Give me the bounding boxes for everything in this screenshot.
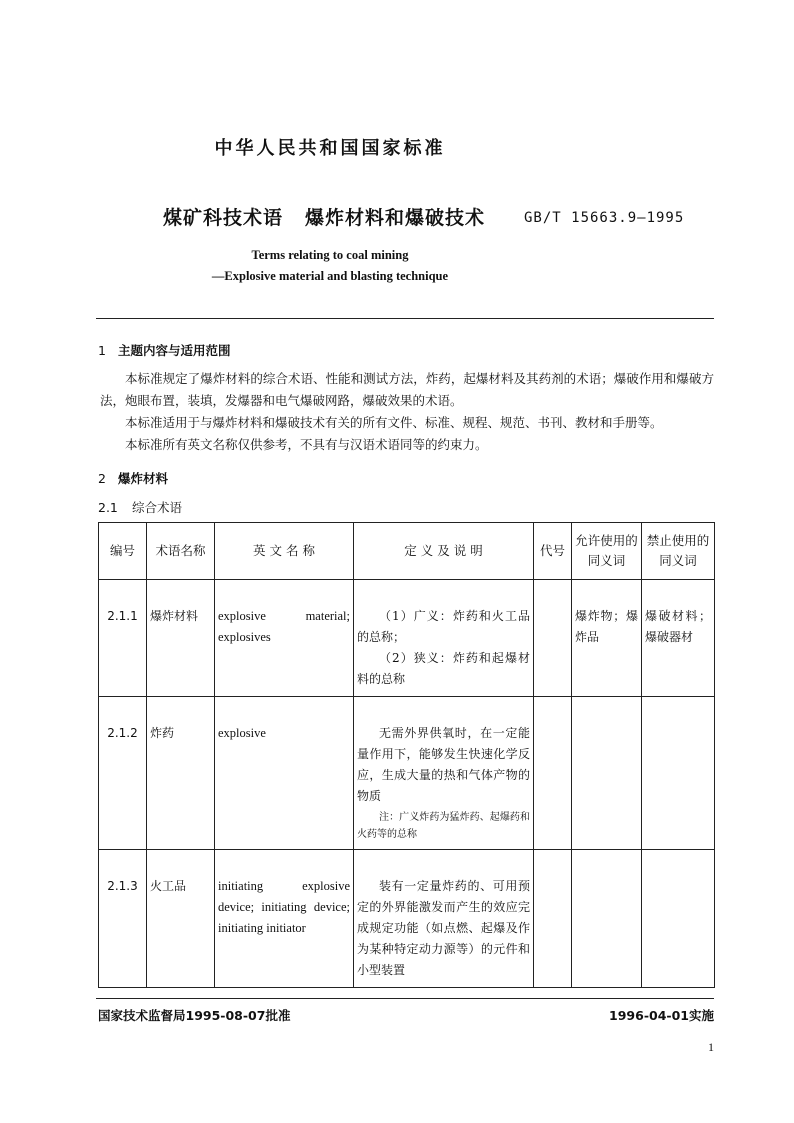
title-en-line1: Terms relating to coal mining [251, 248, 409, 262]
definition-text: （1）广义：炸药和火工品的总称； [357, 609, 530, 644]
cell-forbidden-synonyms [642, 697, 715, 850]
cell-forbidden-synonyms: 爆破材料；爆破器材 [642, 580, 715, 697]
bottom-divider [96, 998, 714, 999]
header-forbidden-synonyms: 禁止使用的同义词 [642, 523, 715, 580]
page-number: 1 [708, 1040, 714, 1054]
top-divider [96, 318, 714, 319]
title-cn-part1: 煤矿科技术语 [163, 207, 284, 229]
cell-term: 爆炸材料 [147, 580, 215, 697]
cell-code [534, 580, 572, 697]
cell-allowed-synonyms [572, 697, 642, 850]
header-code: 代号 [534, 523, 572, 580]
definition-text: 装有一定量炸药的、可用预定的外界能激发而产生的效应完成规定功能（如点燃、起爆及作为某种特定动力源等）的元件和小型装置 [357, 879, 530, 977]
terms-table [98, 522, 715, 988]
table-row [99, 850, 715, 988]
section-1-paragraph: 本标准适用于与爆炸材料和爆破技术有关的所有文件、标准、规程、规范、书刊、教材和手册等。 [125, 415, 663, 430]
cell-term: 火工品 [147, 850, 215, 988]
cell-allowed-synonyms [572, 850, 642, 988]
cell-code [534, 850, 572, 988]
section-1-heading [98, 341, 231, 359]
cell-definition [354, 580, 534, 697]
definition-text: （2）狭义：炸药和起爆材料的总称 [357, 651, 530, 686]
cell-allowed-synonyms: 爆炸物；爆炸品 [572, 580, 642, 697]
subsection-2-1-heading [98, 498, 182, 516]
table-row [99, 697, 715, 850]
section-2-title: 爆炸材料 [118, 471, 169, 486]
section-1-number: 1 [98, 343, 106, 358]
header-id: 编号 [99, 523, 147, 580]
title-cn-part2: 爆炸材料和爆破技术 [305, 207, 486, 229]
section-1-paragraph: 本标准所有英文名称仅供参考，不具有与汉语术语同等的约束力。 [125, 437, 488, 452]
implementation-date: 1996-04-01实施 [609, 1008, 714, 1023]
cell-id: 2.1.2 [99, 697, 147, 850]
section-2-number: 2 [98, 471, 106, 486]
national-standard-heading: 中华人民共和国国家标准 [214, 138, 446, 159]
cell-english: initiating explosive device; initiating device; initiating initiator [215, 850, 354, 988]
table-row [99, 580, 715, 697]
approval-note: 国家技术监督局1995-08-07批准 [98, 1008, 291, 1023]
subsection-number: 2.1 [98, 500, 118, 515]
cell-code [534, 697, 572, 850]
title-en-line2: —Explosive material and blasting technique [211, 269, 449, 283]
table-header-row [99, 523, 715, 580]
header-english: 英 文 名 称 [215, 523, 354, 580]
cell-definition [354, 850, 534, 988]
cell-forbidden-synonyms [642, 850, 715, 988]
cell-definition [354, 697, 534, 850]
section-1-paragraph: 本标准规定了爆炸材料的综合术语、性能和测试方法，炸药，起爆材料及其药剂的术语；爆破作用和爆破方法，炮眼布置，装填，发爆器和电气爆破网路，爆破效果的术语。 [100, 371, 714, 408]
definition-text: 无需外界供氧时，在一定能量作用下，能够发生快速化学反应，生成大量的热和气体产物的物质 [357, 726, 530, 803]
section-1-title: 主题内容与适用范围 [118, 343, 231, 358]
standard-code: GB/T 15663.9—1995 [524, 210, 685, 226]
header-term: 术语名称 [147, 523, 215, 580]
cell-english: explosive [215, 697, 354, 850]
section-2-heading [98, 469, 168, 487]
section-1-body [100, 368, 714, 456]
cell-id: 2.1.3 [99, 850, 147, 988]
subsection-title: 综合术语 [132, 500, 183, 515]
definition-note: 注：广义炸药为猛炸药、起爆药和火药等的总称 [357, 812, 530, 840]
cell-id: 2.1.1 [99, 580, 147, 697]
cell-english: explosive material; explosives [215, 580, 354, 697]
cell-term: 炸药 [147, 697, 215, 850]
header-definition: 定 义 及 说 明 [354, 523, 534, 580]
document-title-cn [163, 203, 485, 230]
header-allowed-synonyms: 允许使用的同义词 [572, 523, 642, 580]
